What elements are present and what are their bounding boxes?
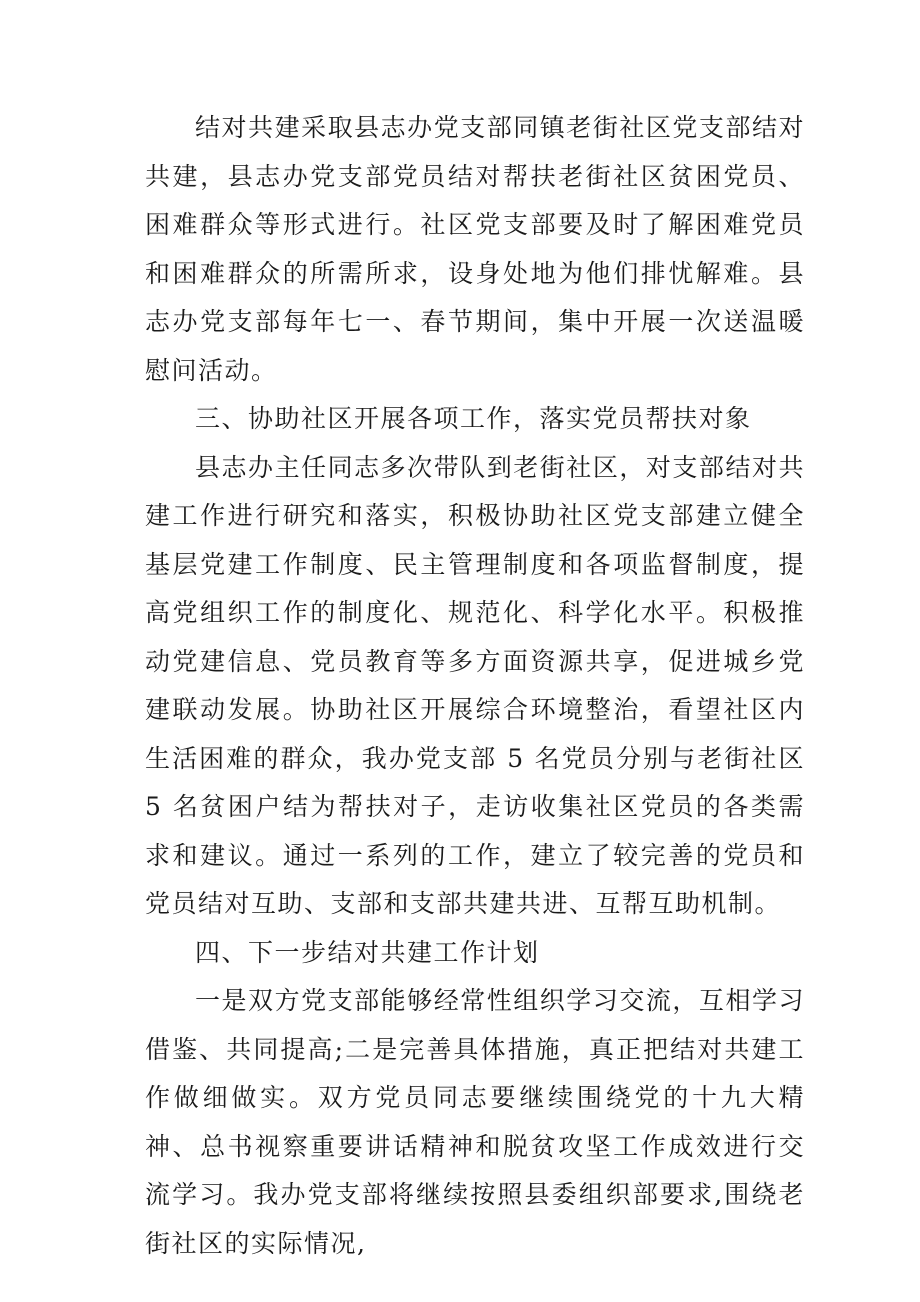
paragraph-pairing-method: 结对共建采取县志办党支部同镇老街社区党支部结对共建，县志办党支部党员结对帮扶老街社区贫困党员、困难群众等形式进行。社区党支部要及时了解困难党员和困难群众的所需所求，设身处地为他们排忧解难。县志办党支部每年七一、春节期间，集中开展一次送温暖慰问活动。 bbox=[145, 113, 805, 385]
document-body bbox=[145, 104, 805, 1268]
paragraph-next-plan: 一是双方党支部能够经常性组织学习交流，互相学习借鉴、共同提高;二是完善具体措施，真正把结对共建工作做细做实。双方党员同志要继续围绕党的十九大精神、总书视察重要讲话精神和脱贫攻坚工作成效进行交流学习。我办党支部将继续按照县委组织部要求,围绕老街社区的实际情况, bbox=[145, 986, 805, 1258]
section-heading-4: 四、下一步结对共建工作计划 bbox=[195, 937, 540, 967]
section-heading-3: 三、协助社区开展各项工作，落实党员帮扶对象 bbox=[195, 404, 752, 433]
paragraph-community-work: 县志办主任同志多次带队到老街社区，对支部结对共建工作进行研究和落实，积极协助社区党支部建立健全基层党建工作制度、民主管理制度和各项监督制度，提高党组织工作的制度化、规范化、科学化水平。积极推动党建信息、党员教育等多方面资源共享，促进城乡党建联动发展。协助社区开展综合环境整治，看望社区内生活困难的群众，我办党支部 5 名党员分别与老街社区 5 名贫困户结为帮扶对子，走访收集社区党员的各类需求和建议。通过一系列的工作，建立了较完善的党员和党员结对互助、支部和支部共建共进、互帮互助机制。 bbox=[145, 452, 805, 918]
